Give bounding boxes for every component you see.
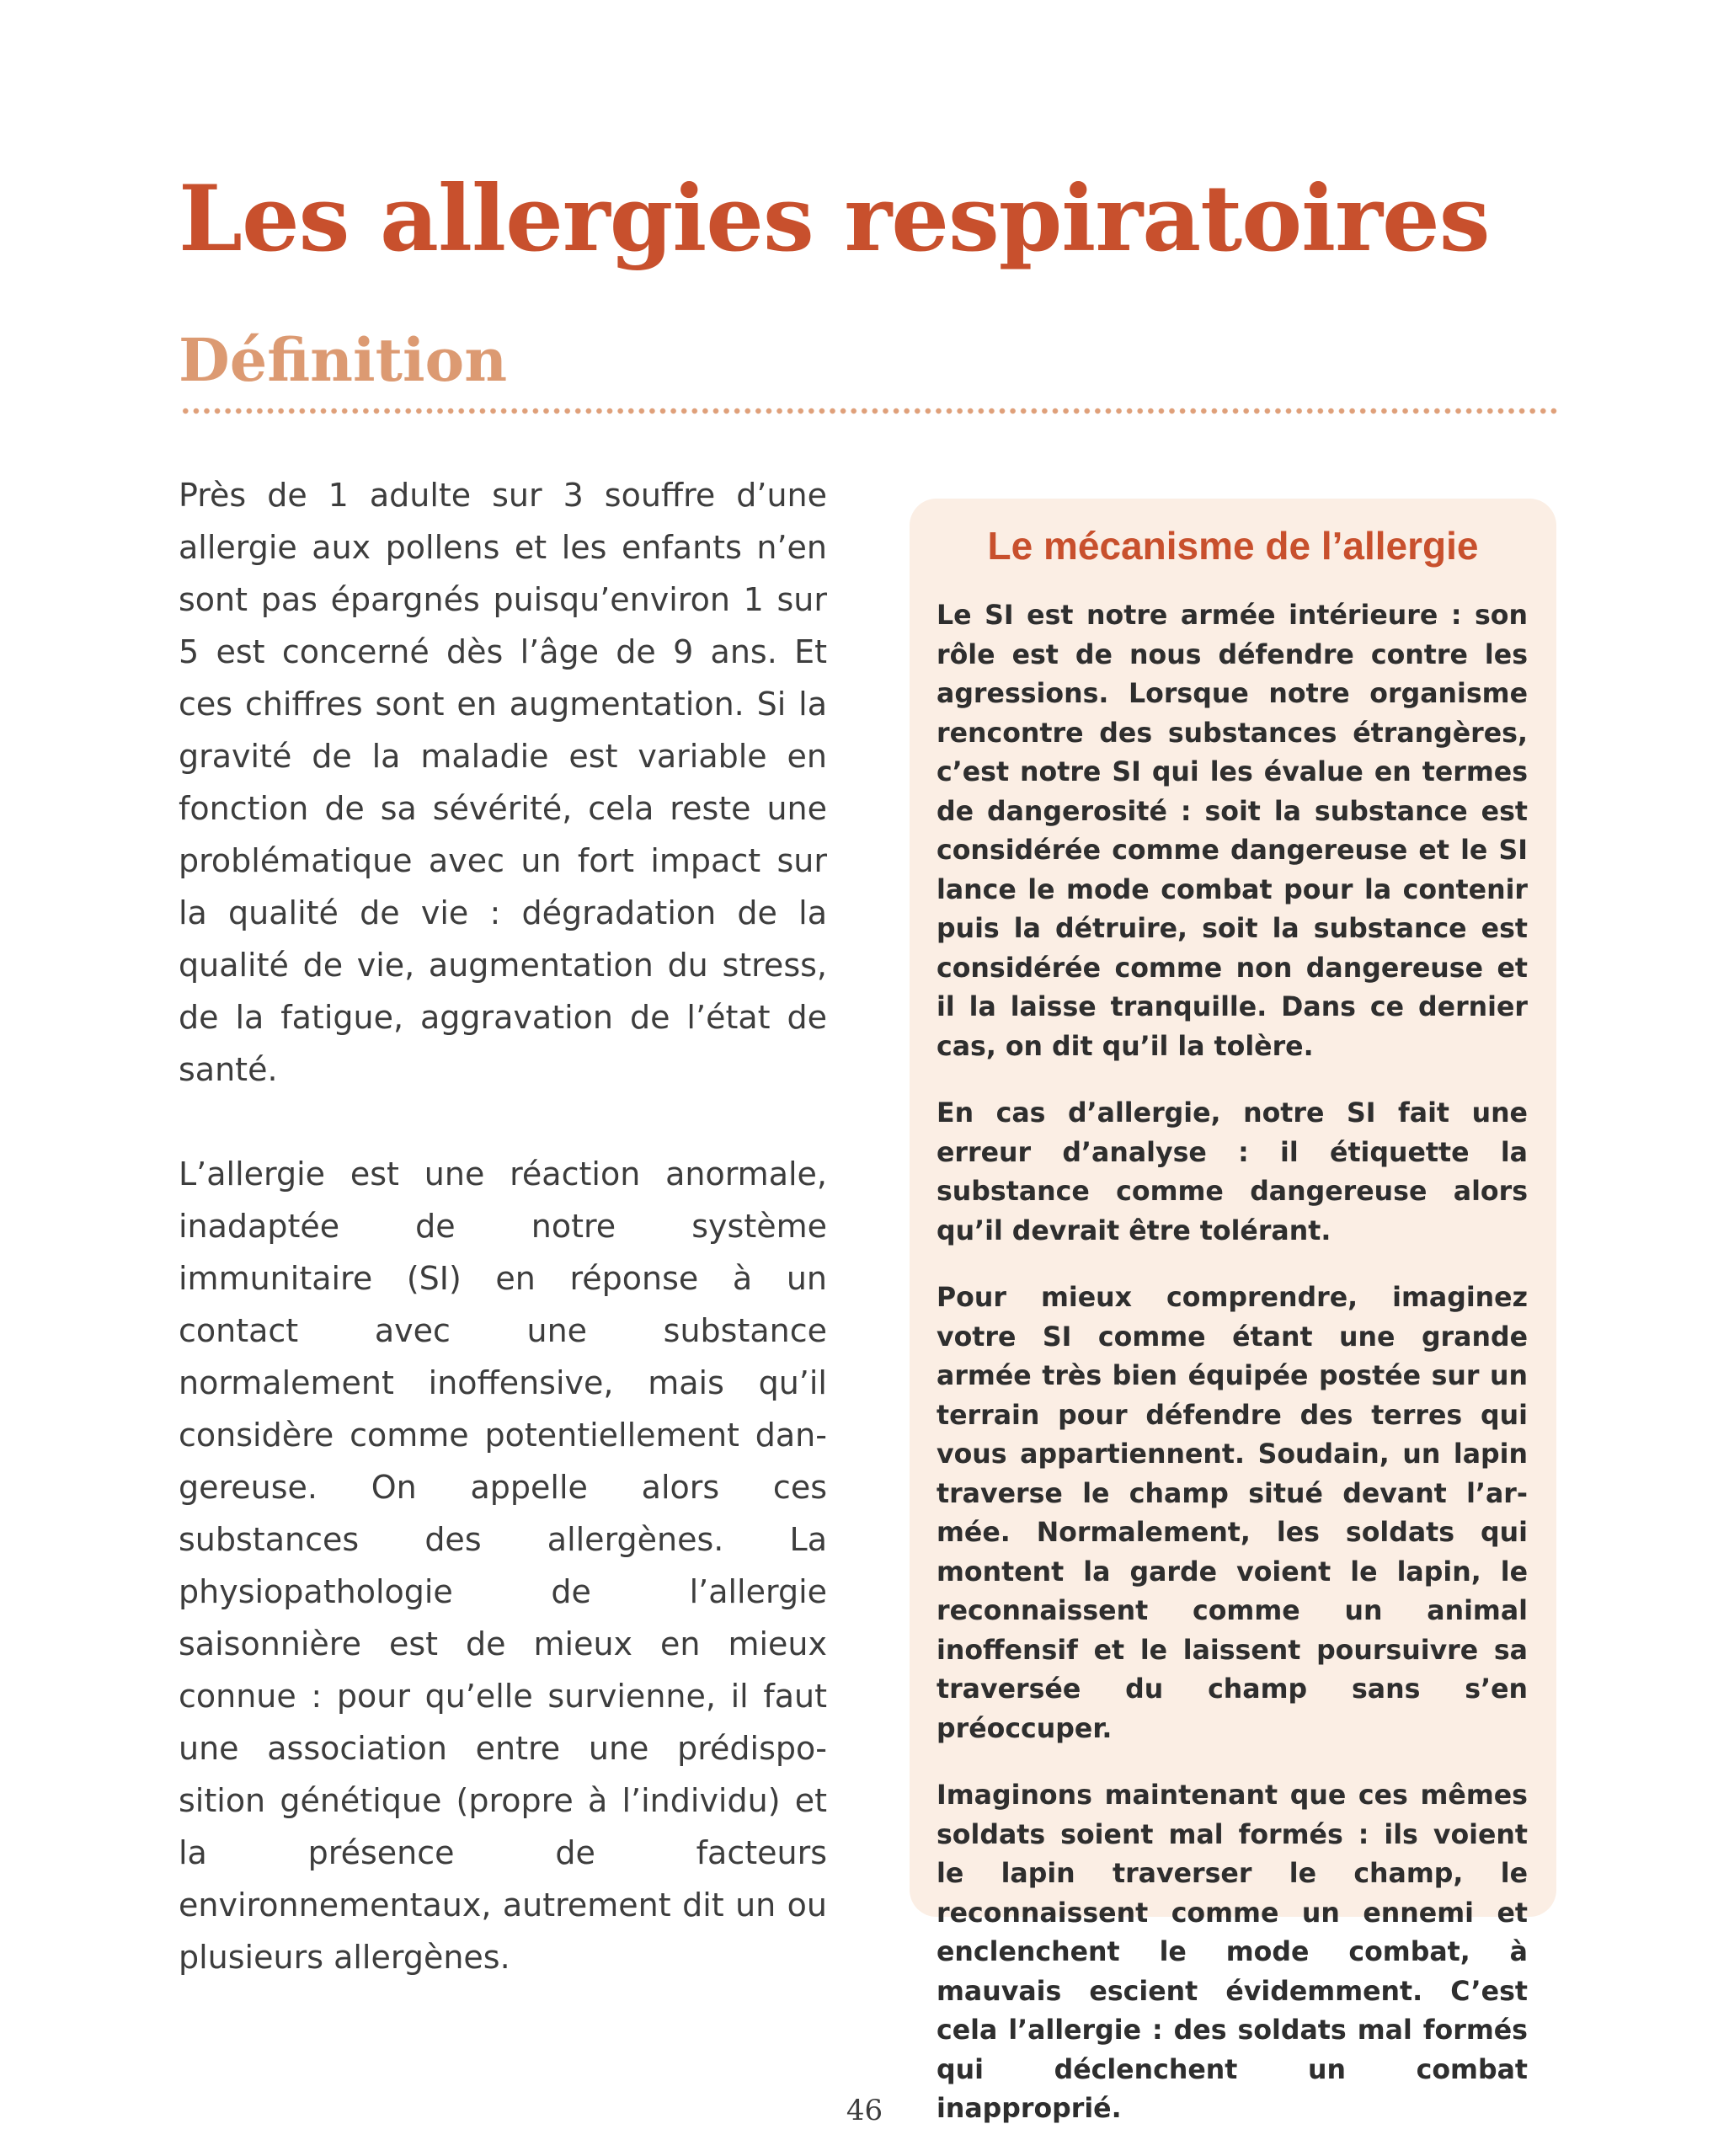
sidebar-text (937, 596, 1528, 2129)
body-paragraph: Près de 1 adulte sur 3 souffre d’une allergie aux pollens et les enfants n’en sont pas épargnés puisqu’environ 1 sur 5 est concerné dès l’âge de 9 ans. Et ces chiffres sont en augmentation. Si la gravité de la maladie est variable en fonction de sa sévérité, cela reste une problématique avec un fort impact sur la qualité de vie : dégradation de la qualité de vie, augmentation du stress, de la fatigue, aggravation de l’état de santé. (179, 477, 827, 1088)
sidebar-paragraph: Le SI est notre armée intérieure : son rôle est de nous défendre contre les agressions. Lorsque notre organisme rencontre des substances étrangères, c’est notre SI qui les évalue en termes de dangerosité : soit la substance est considérée comme dangereuse et le SI lance le mode combat pour la contenir puis la détruire, soit la substance est considérée comme non dangereuse et il la laisse tranquille. Dans ce dernier cas, on dit qu’il la tolère. (937, 600, 1528, 1062)
main-text-column (179, 469, 827, 1983)
body-paragraph: L’allergie est une réaction anormale, inadaptée de notre système immunitaire (SI) en réponse à un contact avec une substance normalement inoffensive, mais qu’il considère comme potentiellement dangereuse. On appelle alors ces substances des allergènes. La physiopathologie de l’allergie saisonnière est de mieux en mieux connue : pour qu’elle survienne, il faut une association entre une prédisposition génétique (propre à l’individu) et la présence de facteurs environnementaux, autrement dit un ou plusieurs allergènes. (179, 1155, 827, 1976)
page-title: Les allergies respiratoires (179, 166, 1490, 272)
dotted-divider (180, 408, 1561, 414)
page-number: 46 (846, 2094, 883, 2127)
section-title: Définition (179, 325, 508, 395)
sidebar-paragraph: Pour mieux comprendre, imaginez votre SI comme étant une grande armée très bien équipée postée sur un terrain pour défendre des terres qui vous appartiennent. Soudain, un lapin traverse le champ situé devant l’armée. Normalement, les soldats qui montent la garde voient le lapin, le reconnaissent comme un animal inoffensif et le laissent poursuivre sa traversée du champ sans s’en préoccuper. (937, 1283, 1528, 1744)
sidebar-box (910, 499, 1556, 2124)
sidebar-paragraph: En cas d’allergie, notre SI fait une erreur d’analyse : il étiquette la substance comme dangereuse alors qu’il devrait être tolérant. (937, 1098, 1528, 1246)
sidebar-title: Le mécanisme de l’allergie (987, 524, 1479, 568)
sidebar-paragraph: Imaginons maintenant que ces mêmes soldats soient mal formés : ils voient le lapin traverser le champ, le reconnaissent comme un ennemi et enclenchent le mode combat, à mauvais escient évidemment. C’est cela l’allergie : des soldats mal formés qui déclenchent un combat inapproprié. (937, 1780, 1528, 2124)
